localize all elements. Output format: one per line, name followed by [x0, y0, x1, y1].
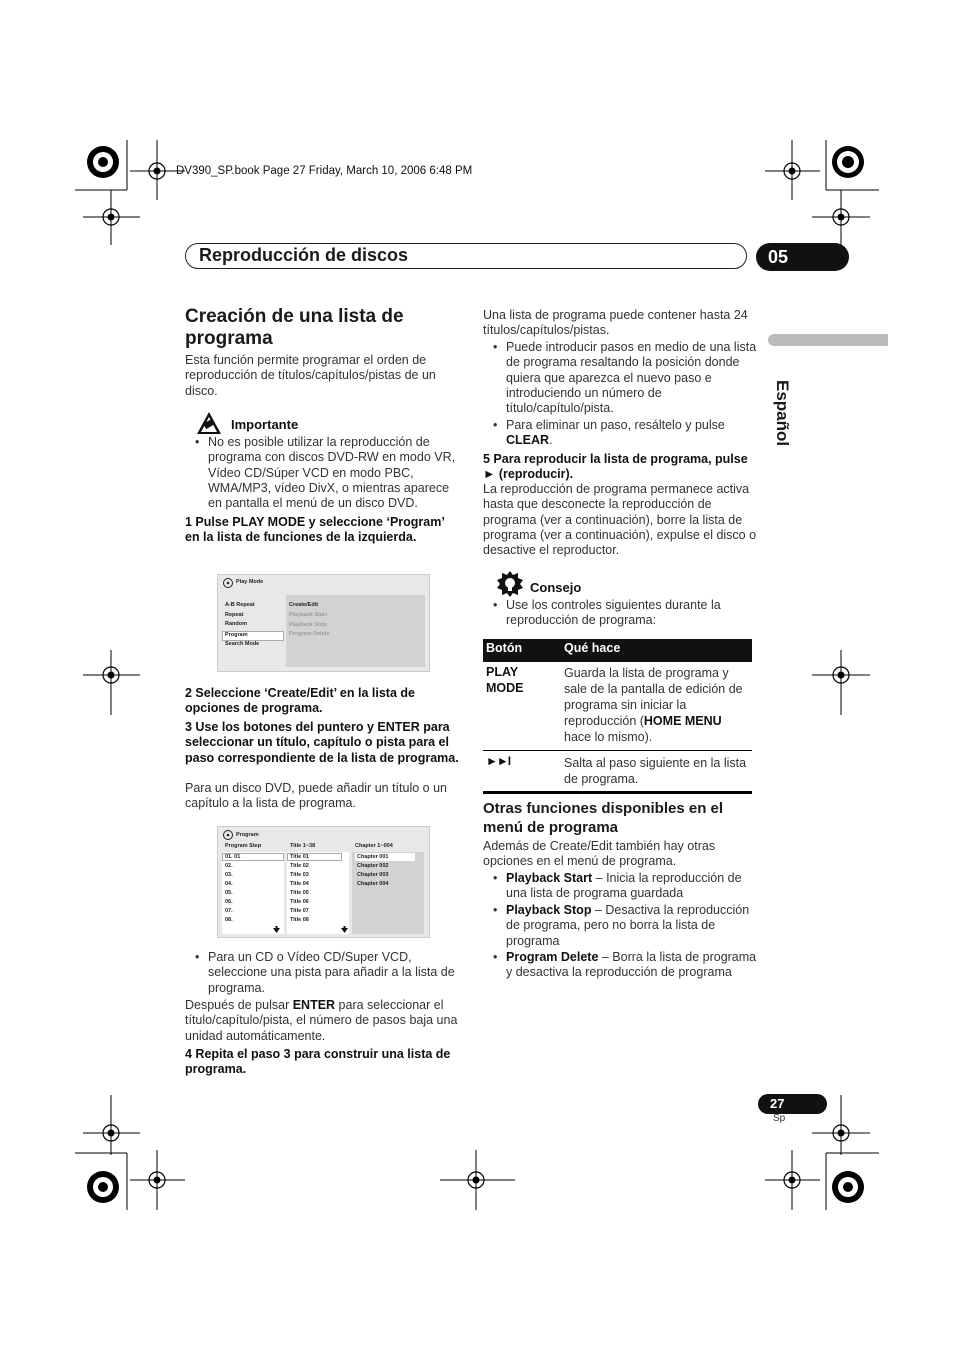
tip-bullet — [493, 598, 758, 629]
step-1: 1 Pulse PLAY MODE y seleccione ‘Program’ en la lista de funciones de la izquierda. — [185, 515, 445, 545]
bullet-dot: • — [493, 903, 498, 917]
chapter-number: 05 — [756, 243, 849, 271]
enter-key-label: ENTER — [292, 998, 336, 1012]
clear-key-label: CLEAR — [506, 433, 550, 448]
screen2-title-item: Title 06 — [290, 899, 309, 905]
screen2-title-item: Title 03 — [290, 872, 309, 878]
screen2-step: 06. — [225, 899, 233, 905]
table-row1-button: PLAY MODE — [486, 665, 524, 695]
screen1-item-random: Random — [225, 621, 247, 627]
page-language-code: Sp — [773, 1113, 786, 1124]
step-5: 5 Para reproducir la lista de programa, pulse ► (reproducir). — [483, 452, 748, 482]
screen1-item-ab-repeat: A-B Repeat — [225, 602, 255, 608]
bullet-dot: • — [493, 950, 498, 964]
table-row1-desc — [564, 665, 752, 745]
dvd-disc-icon — [223, 578, 235, 588]
other-item-text: – Inicia la reproducción de una lista de programa guardada — [506, 871, 742, 901]
screen2-col-chapter-head: Chapter 1~004 — [355, 843, 393, 849]
other-item-playback-start — [493, 871, 758, 902]
table-row-divider — [483, 750, 752, 751]
screen2-step: 04. — [225, 881, 233, 887]
right-intro: Una lista de programa puede contener hasta 24 títulos/capítulos/pistas. — [483, 308, 748, 338]
bullet-dot: • — [493, 418, 498, 432]
right-bullet-2-post: . — [549, 433, 553, 448]
screen1-item-program: Program — [225, 632, 248, 638]
screen2-title-item: Title 07 — [290, 908, 309, 914]
other-item-key: Playback Stop — [506, 903, 592, 917]
important-bullet-text: No es posible utilizar la reproducción de programa con discos DVD-RW en modo VR, Vídeo CD/Súper VCD en modo PBC, WMA/MP3, vídeo DivX, o mientras aparece en pantalla el menú de un disco DVD. — [208, 435, 456, 511]
other-item-playback-stop — [493, 903, 758, 949]
bullet-dot: • — [195, 950, 200, 964]
screen2-step: 08. — [225, 917, 233, 923]
after-enter-text — [185, 998, 460, 1044]
other-item-text: – Desactiva la reproducción de programa, pero no borra la lista de programa — [506, 903, 750, 948]
screen2-chapter-item: Chapter 003 — [357, 872, 389, 878]
lightbulb-icon — [497, 571, 523, 597]
bullet-dot: • — [493, 871, 498, 885]
screen2-step: 02. — [225, 863, 233, 869]
screen1-option-create-edit: Create/Edit — [289, 602, 319, 608]
screen2-step: 07. — [225, 908, 233, 914]
other-item-text: – Borra la lista de programa y desactiva la reproducción de programa — [506, 950, 757, 980]
screen2-title: Program — [236, 832, 259, 838]
scroll-down-arrow-icon — [341, 926, 348, 933]
bullet-dot: • — [195, 435, 200, 449]
right-bullet-2-pre: Para eliminar un paso, resáltelo y pulse — [506, 418, 725, 432]
table-col-button: Botón — [486, 641, 523, 655]
file-header: DV390_SP.book Page 27 Friday, March 10, 2006 6:48 PM — [176, 165, 473, 177]
step-3: 3 Use los botones del puntero y ENTER para seleccionar un título, capítulo o pista para el paso correspondiente de la lista de programa. — [185, 720, 459, 765]
other-item-key: Playback Start — [506, 871, 593, 885]
after-enter-post: para seleccionar el título/capítulo/pista, el número de pasos baja una unidad automáticamente. — [185, 998, 458, 1043]
after-enter-pre: Después de pulsar — [185, 998, 293, 1012]
other-functions-title: Otras funciones disponibles en el menú de programa — [483, 800, 724, 836]
important-bullet — [195, 435, 460, 511]
screen1-option-program-delete: Program Delete — [289, 631, 330, 637]
language-label: Español — [773, 380, 792, 447]
other-intro: Además de Create/Edit también hay otras opciones en el menú de programa. — [483, 839, 716, 869]
home-menu-key-label: HOME MENU — [643, 714, 722, 728]
table-header — [483, 639, 752, 662]
screen2-step: 05. — [225, 890, 233, 896]
screen2-chapter-item: Chapter 004 — [357, 881, 389, 887]
tip-heading: Consejo — [530, 580, 582, 595]
dvd-disc-icon — [223, 830, 235, 840]
table-row2-button: ►►I — [486, 754, 511, 768]
screen2-chapter-item: Chapter 001 — [357, 854, 389, 860]
table-row1-desc-post: hace lo mismo). — [564, 730, 653, 744]
page-number: 27 — [758, 1094, 827, 1114]
program-screen — [217, 826, 430, 938]
other-item-program-delete — [493, 950, 758, 981]
screen1-option-playback-start: Playback Start — [289, 612, 327, 618]
right-bullet-2 — [493, 418, 758, 449]
section-title: Creación de una lista de programa — [185, 306, 404, 349]
screen2-title-item: Title 04 — [290, 881, 309, 887]
step-3-text: Para un disco DVD, puede añadir un título o un capítulo a la lista de programa. — [185, 781, 447, 811]
screen2-title-item: Title 01 — [290, 854, 309, 860]
tip-bullet-text: Use los controles siguientes durante la reproducción de programa: — [506, 598, 721, 628]
table-col-description: Qué hace — [564, 641, 621, 655]
chapter-title: Reproducción de discos — [199, 245, 409, 265]
warning-icon — [196, 411, 222, 435]
screen2-step: 01. 01 — [225, 854, 241, 860]
step-4: 4 Repita el paso 3 para construir una lista de programa. — [185, 1047, 451, 1077]
screen2-step: 03. — [225, 872, 233, 878]
screen1-title: Play Mode — [236, 579, 264, 585]
screen1-item-search-mode: Search Mode — [225, 641, 260, 647]
screen1-option-playback-stop: Playback Stop — [289, 622, 327, 628]
bullet-dot: • — [493, 340, 498, 354]
step-5-text: La reproducción de programa permanece activa hasta que desconecte la reproducción de programa (ver a continuación), borre la lista de programa (ver a continuación), expulse el disco o desactive el reproductor. — [483, 482, 757, 558]
step-2: 2 Seleccione ‘Create/Edit’ en la lista de opciones de programa. — [185, 686, 415, 716]
table-row2-desc: Salta al paso siguiente en la lista de programa. — [564, 756, 747, 786]
table-bottom-rule — [483, 791, 752, 794]
bullet-dot: • — [493, 598, 498, 612]
screen1-item-repeat: Repeat — [225, 612, 244, 618]
important-heading: Importante — [231, 417, 299, 432]
step-3-bullet — [195, 950, 460, 996]
screen2-title-item: Title 08 — [290, 917, 309, 923]
step-3-bullet-text: Para un CD o Vídeo CD/Super VCD, seleccione una pista para añadir a la lista de programa. — [208, 950, 455, 995]
scroll-down-arrow-icon — [273, 926, 280, 933]
right-bullet-1 — [493, 340, 758, 416]
right-bullet-1-text: Puede introducir pasos en medio de una lista de programa resaltando la posición donde quiera que aparezca el nuevo paso e introduciendo un número de título/capítulo/pista. — [506, 340, 757, 416]
screen2-title-item: Title 02 — [290, 863, 309, 869]
other-item-key: Program Delete — [506, 950, 599, 964]
play-mode-screen — [217, 574, 430, 672]
screen2-chapter-item: Chapter 002 — [357, 863, 389, 869]
table-row1-desc-pre: Guarda la lista de programa y sale de la pantalla de edición de programa sin iniciar la reproducción ( — [564, 666, 743, 728]
section-intro: Esta función permite programar el orden de reproducción de títulos/capítulos/pistas de un disco. — [185, 353, 436, 398]
screen2-col-title-head: Title 1~38 — [290, 843, 316, 849]
screen2-title-item: Title 05 — [290, 890, 309, 896]
language-tab — [768, 334, 888, 346]
screen2-col-step-head: Program Step — [225, 843, 262, 849]
